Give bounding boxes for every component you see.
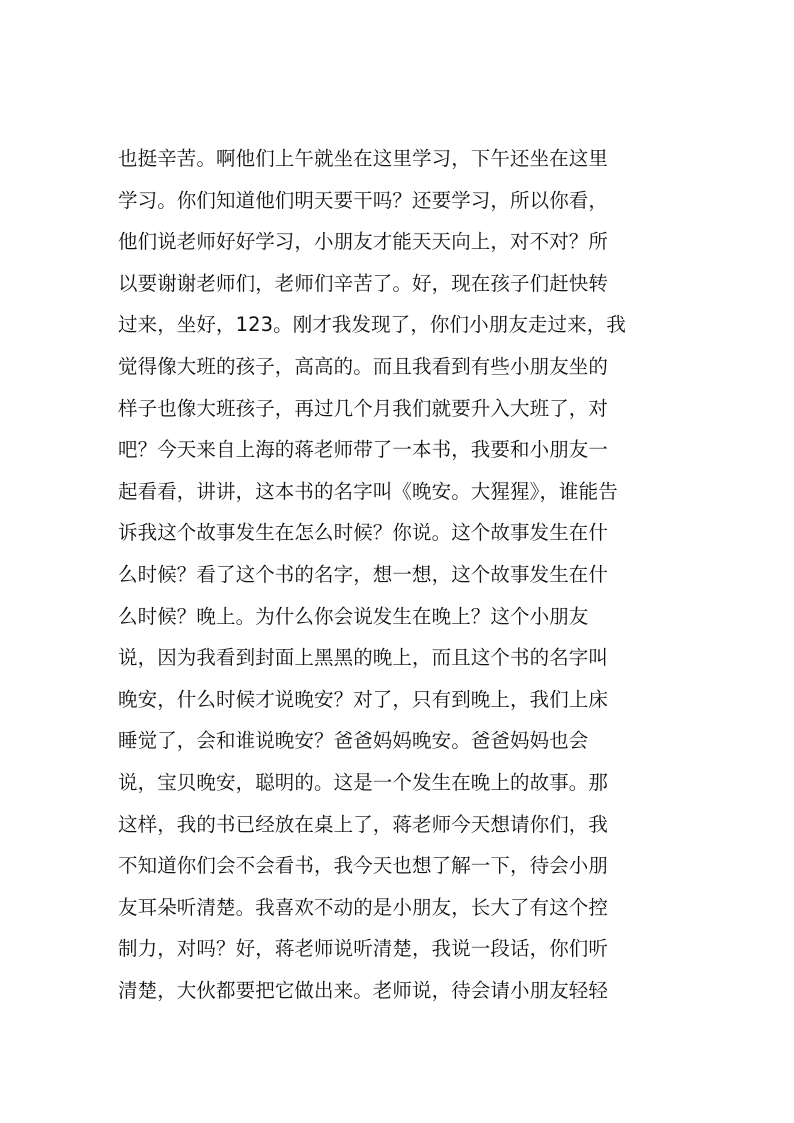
text-line: 说，因为我看到封面上黑黑的晚上，而且这个书的名字叫 bbox=[118, 646, 609, 670]
text-line: 友耳朵听清楚。我喜欢不动的是小朋友，长大了有这个控 bbox=[118, 895, 609, 919]
text-line: 不知道你们会不会看书，我今天也想了解一下，待会小朋 bbox=[118, 854, 609, 878]
text-line: 起看看，讲讲，这本书的名字叫《晚安。大猩猩》，谁能告 bbox=[118, 479, 618, 503]
text-line: 他们说老师好好学习，小朋友才能天天向上，对不对？所 bbox=[118, 230, 609, 254]
text-line: 睡觉了，会和谁说晚安？爸爸妈妈晚安。爸爸妈妈也会 bbox=[118, 729, 589, 753]
text-line: 么时候？看了这个书的名字，想一想，这个故事发生在什 bbox=[118, 562, 609, 586]
text-line: 学习。你们知道他们明天要干吗？还要学习，所以你看， bbox=[118, 188, 609, 212]
text-line: 清楚，大伙都要把它做出来。老师说，待会请小朋友轻轻 bbox=[118, 978, 609, 1002]
text-line: 么时候？晚上。为什么你会说发生在晚上？这个小朋友 bbox=[118, 604, 589, 628]
text-line: 样子也像大班孩子，再过几个月我们就要升入大班了，对 bbox=[118, 396, 609, 420]
transcript-paragraph bbox=[118, 138, 678, 1011]
text-line: 过来，坐好，123。刚才我发现了，你们小朋友走过来，我 bbox=[118, 313, 626, 337]
text-line: 也挺辛苦。啊他们上午就坐在这里学习，下午还坐在这里 bbox=[118, 147, 609, 170]
text-line: 诉我这个故事发生在怎么时候？你说。这个故事发生在什 bbox=[118, 521, 609, 545]
text-line: 以要谢谢老师们，老师们辛苦了。好，现在孩子们赶快转 bbox=[118, 271, 609, 295]
text-line: 晚安，什么时候才说晚安？对了，只有到晚上，我们上床 bbox=[118, 687, 609, 711]
text-line: 说，宝贝晚安，聪明的。这是一个发生在晚上的故事。那 bbox=[118, 770, 609, 794]
text-line: 制力，对吗？好，蒋老师说听清楚，我说一段话，你们听 bbox=[118, 937, 609, 961]
text-line: 吧？今天来自上海的蒋老师带了一本书，我要和小朋友一 bbox=[118, 438, 609, 462]
text-line: 这样，我的书已经放在桌上了，蒋老师今天想请你们，我 bbox=[118, 812, 609, 836]
text-line: 觉得像大班的孩子，高高的。而且我看到有些小朋友坐的 bbox=[118, 354, 609, 378]
